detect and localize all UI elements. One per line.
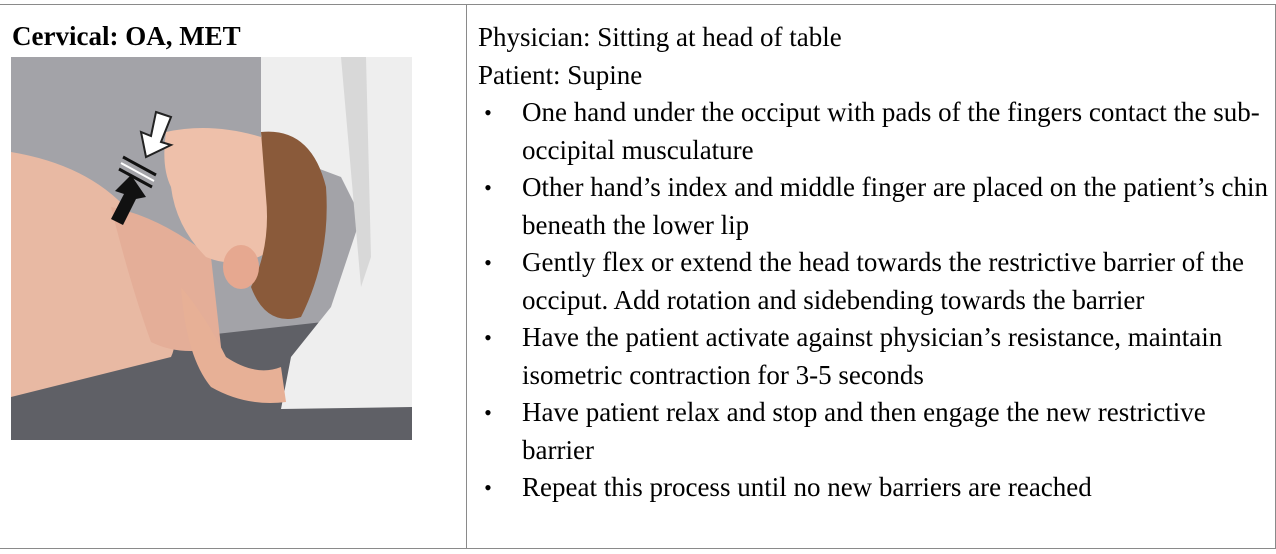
list-item — [478, 319, 1268, 394]
step-text: Other hand’s index and middle finger are placed on the patient’s chin beneath the lower lip — [522, 172, 1269, 240]
right-cell — [467, 5, 1276, 548]
bullet-icon: • — [484, 250, 492, 275]
step-text: Have the patient activate against physician’s resistance, maintain isometric contraction for 3-5 seconds — [522, 322, 1223, 390]
technique-table — [0, 4, 1276, 549]
step-text: Have patient relax and stop and then engage the new restrictive barrier — [522, 397, 1206, 465]
bullet-icon: • — [484, 100, 492, 125]
list-item — [478, 244, 1268, 319]
step-text: One hand under the occiput with pads of the fingers contact the sub-occipital musculature — [522, 97, 1260, 165]
list-item — [478, 469, 1268, 507]
patient-ear — [223, 245, 259, 289]
list-item — [478, 169, 1268, 244]
technique-photo — [11, 57, 412, 440]
list-item — [478, 394, 1268, 469]
list-item — [478, 94, 1268, 169]
physician-position: Physician: Sitting at head of table — [478, 22, 842, 52]
bullet-icon: • — [484, 175, 492, 200]
step-text: Gently flex or extend the head towards the restrictive barrier of the occiput. Add rotation and sidebending towards the barrier — [522, 247, 1244, 315]
bullet-icon: • — [484, 325, 492, 350]
left-cell — [0, 5, 467, 548]
bullet-icon: • — [484, 475, 492, 500]
technique-illustration — [11, 57, 412, 440]
technique-instructions — [478, 19, 1268, 507]
bullet-icon: • — [484, 400, 492, 425]
technique-title: Cervical: OA, MET — [12, 21, 241, 51]
step-text: Repeat this process until no new barriers are reached — [522, 472, 1092, 502]
patient-position: Patient: Supine — [478, 59, 643, 90]
steps-list — [478, 94, 1268, 507]
